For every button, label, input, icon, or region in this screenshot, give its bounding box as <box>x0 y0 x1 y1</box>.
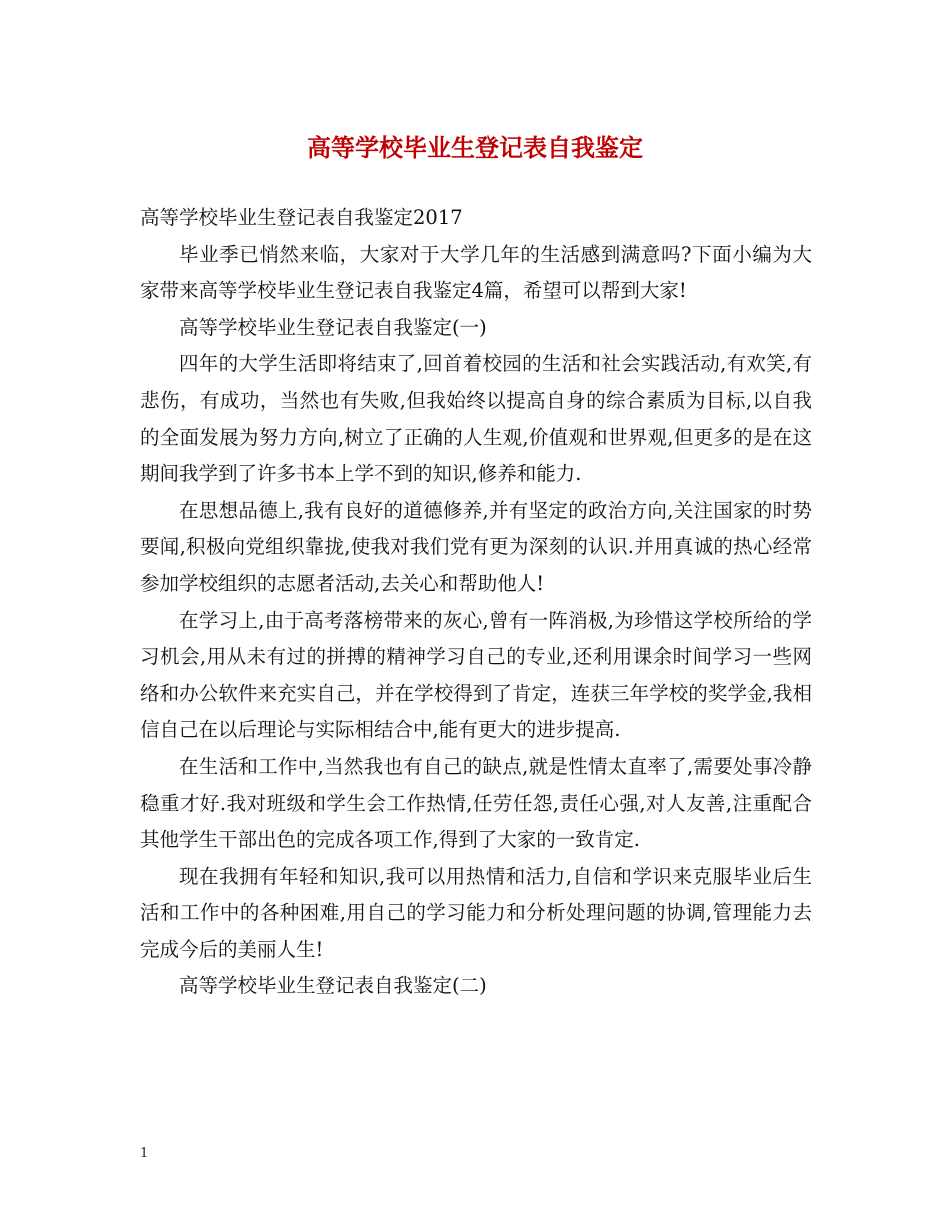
intro-paragraph: 毕业季已悄然来临，大家对于大学几年的生活感到满意吗?下面小编为大家带来高等学校毕业生登记表自我鉴定4篇，希望可以帮到大家! <box>140 242 812 303</box>
document-body <box>140 200 812 1005</box>
section-heading-two: 高等学校毕业生登记表自我鉴定(二) <box>179 974 487 998</box>
document-title: 高等学校毕业生登记表自我鉴定 <box>307 133 643 162</box>
subtitle-paragraph: 高等学校毕业生登记表自我鉴定2017 <box>140 206 463 229</box>
body-paragraph: 在思想品德上,我有良好的道德修养,并有坚定的政治方向,关注国家的时势要闻,积极向党组织靠拢,使我对我们党有更为深刻的认识.并用真诚的热心经常参加学校组织的志愿者活动,去关心和帮助他人! <box>140 498 812 595</box>
body-paragraph: 四年的大学生活即将结束了,回首着校园的生活和社会实践活动,有欢笑,有悲伤，有成功，当然也有失败,但我始终以提高自身的综合素质为目标,以自我的全面发展为努力方向,树立了正确的人生观,价值观和世界观,但更多的是在这期间我学到了许多书本上学不到的知识,修养和能力. <box>140 352 812 486</box>
body-paragraph: 在生活和工作中,当然我也有自己的缺点,就是性情太直率了,需要处事冷静稳重才好.我对班级和学生会工作热情,任劳任怨,责任心强,对人友善,注重配合其他学生干部出色的完成各项工作,得到了大家的一致肯定. <box>140 754 812 852</box>
section-heading-one: 高等学校毕业生登记表自我鉴定(一) <box>179 315 487 339</box>
body-paragraph: 在学习上,由于高考落榜带来的灰心,曾有一阵消极,为珍惜这学校所给的学习机会,用从未有过的拼搏的精神学习自己的专业,还利用课余时间学习一些网络和办公软件来充实自己，并在学校得到了肯定，连获三年学校的奖学金,我相信自己在以后理论与实际相结合中,能有更大的进步提高. <box>140 608 812 742</box>
body-paragraph: 现在我拥有年轻和知识,我可以用热情和活力,自信和学识来克服毕业后生活和工作中的各种困难,用自己的学习能力和分析处理问题的协调,管理能力去完成今后的美丽人生! <box>140 864 812 961</box>
page-number: 1 <box>140 1146 149 1161</box>
